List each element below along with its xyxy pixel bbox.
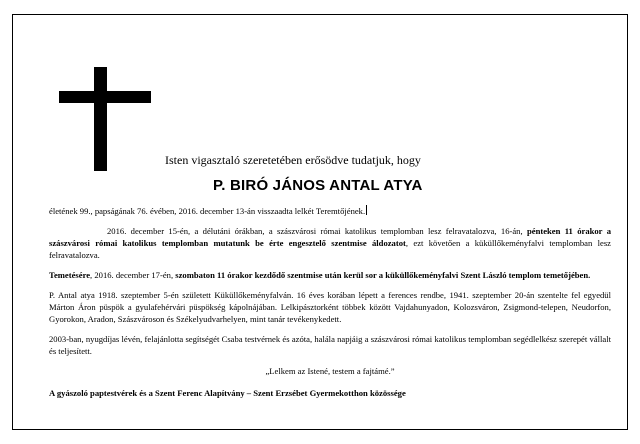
- intro-line: Isten vigasztaló szeretetében erősödve tudatjuk, hogy: [165, 153, 421, 167]
- death-date-line: életének 99., papságának 76. évében, 2016. december 13-án visszaadta lelkét Teremtőjének.: [49, 206, 366, 216]
- deceased-name: P. BIRÓ JÁNOS ANTAL ATYA: [213, 177, 423, 194]
- death-notice-page: [12, 14, 628, 430]
- biography-paragraph: P. Antal atya 1918. szeptember 5-én született Küküllőkeményfalván. 16 éves korában lépett a ferences rendbe, 1941. szeptember 20-án szentelte fel egyedül Márton Áron püspök a gyulafehérvári püspökség kápolnájában. Lelkipásztorként többek között Vajdahunyadon, Kolozsváron, Zsigmond-telepen, Neudorfon, Gyorokon, Aradon, Szászvároson és Székelyudvarhelyen, mint tanár tevékenykedett.: [49, 290, 611, 324]
- notice-body: [49, 205, 611, 399]
- text-cursor: [366, 205, 367, 215]
- funeral-paragraph: Temetésére, 2016. december 17-én, szombaton 11 órakor kezdődő szentmise után kerül sor a küküllőkeményfalvi Szent László templom temetőjében.: [49, 270, 591, 280]
- retirement-paragraph: 2003-ban, nyugdíjas lévén, felajánlotta segítségét Csaba testvérnek és azóta, halála napjáig a szászvárosi római katolikus templomban segédlelkész szerepét vállalt és teljesített.: [49, 334, 611, 356]
- signature-line: A gyászoló paptestvérek és a Szent Ferenc Alapítvány – Szent Erzsébet Gyermekotthon közössége: [49, 388, 406, 398]
- wake-paragraph: 2016. december 15-én, a délutáni órákban, a szászvárosi római katolikus templomban lesz felravatalozva, 16-án, pénteken 11 órakor a szászvárosi római katolikus templomban mutatunk be érte engesztelő szentmise áldozatot, ezt követően a küküllőkeményfalvi templomban lesz felravatalozva.: [49, 226, 611, 260]
- quote-line: „Lelkem az Istené, testem a fajtámé.”: [265, 366, 395, 376]
- cross-icon: [59, 67, 151, 171]
